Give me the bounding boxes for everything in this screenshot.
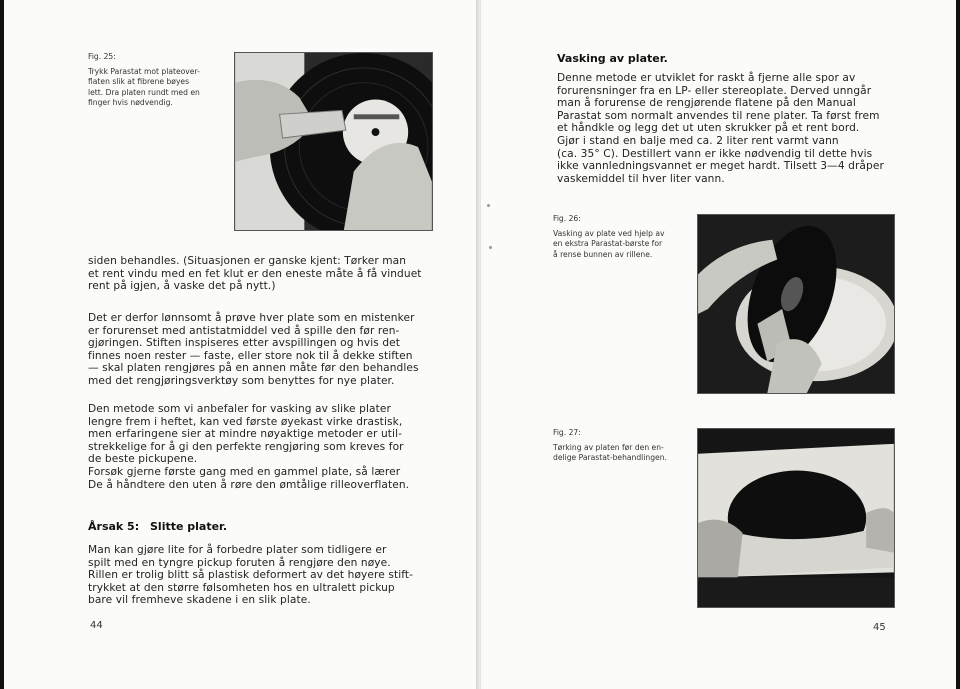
text-line: finger hvis nødvendig. <box>88 97 173 107</box>
fig26-photo <box>697 214 895 394</box>
record-cleaning-photo <box>235 53 432 230</box>
text-line: trykket at den større følsomheten hos en ultralett pickup <box>88 581 395 594</box>
text-line: Vasking av plate ved hjelp av <box>553 229 665 239</box>
page-number-left: 44 <box>90 620 103 631</box>
text-line: Gjør i stand en balje med ca. 2 liter rent varmt vann <box>557 134 839 147</box>
fig25-caption <box>88 52 228 108</box>
fig27-label: Fig. 27: <box>553 428 581 437</box>
text-line: finnes noen rester — faste, eller store nok til å dekke stiften <box>88 349 413 362</box>
text-line: med det rengjøringsverktøy som benyttes for nye plater. <box>88 374 395 387</box>
text-line: De å håndtere den uten å røre den ømtålige rilleoverflaten. <box>88 478 410 491</box>
text-line: rent på igjen, å vaske det på nytt.) <box>88 280 276 293</box>
fig27-photo <box>697 428 895 608</box>
fig27-text <box>553 443 693 463</box>
fig25-label: Fig. 25: <box>88 52 116 61</box>
record-washing-photo <box>698 215 894 393</box>
text-line: ikke vannledningsvannet er meget hardt. Tilsett 3—4 dråper <box>557 160 884 173</box>
text-line: Man kan gjøre lite for å forbedre plater som tidligere er <box>88 544 387 556</box>
text-line: siden behandles. (Situasjonen er ganske kjent: Tørker man <box>88 255 407 267</box>
margin-speck <box>487 204 490 207</box>
text-line: lett. Dra platen rundt med en <box>88 87 200 97</box>
fig26-label: Fig. 26: <box>553 214 581 223</box>
text-line: flaten slik at fibrene bøyes <box>88 77 190 87</box>
left-paragraph-4 <box>88 544 413 607</box>
record-drying-photo <box>698 429 894 607</box>
text-line: Denne metode er utviklet for raskt å fjerne alle spor av <box>557 72 856 84</box>
text-line: strekkelige for å gi den perfekte rengjøring som kreves for <box>88 440 404 453</box>
cause-label: Årsak 5: <box>88 520 140 533</box>
text-line: forurensninger fra en LP- eller stereoplate. Derved unngår <box>557 84 872 97</box>
section-heading-cause-5 <box>88 520 227 533</box>
text-line: Rillen er trolig blitt så plastisk deformert av det høyere stift- <box>88 569 414 582</box>
text-line: å rense bunnen av rillene. <box>553 249 653 259</box>
section-heading-washing: Vasking av plater. <box>557 52 668 65</box>
fig25-text <box>88 67 228 108</box>
text-line: (ca. 35° C). Destillert vann er ikke nødvendig til dette hvis <box>557 147 873 160</box>
left-paragraph-2 <box>88 312 419 388</box>
text-line: — skal platen rengjøres på en annen måte før den behandles <box>88 362 419 375</box>
text-line: man å forurense de rengjørende flatene på den Manual <box>557 97 856 110</box>
text-line: Parastat som normalt anvendes til rene plater. Ta først frem <box>557 109 880 122</box>
text-line: delige Parastat-behandlingen. <box>553 453 667 463</box>
fig27-caption <box>553 428 693 464</box>
text-line: men erfaringene sier at mindre nøyaktige metoder er util- <box>88 428 403 441</box>
text-line: Forsøk gjerne første gang med en gammel plate, så lærer <box>88 465 401 478</box>
text-line: Det er derfor lønnsomt å prøve hver plate som en mistenker <box>88 312 415 324</box>
fig26-text <box>553 229 693 260</box>
text-line: et rent vindu med en fet klut er den eneste måte å få vinduet <box>88 267 422 280</box>
page-number-right: 45 <box>873 622 886 633</box>
page-45 <box>480 0 960 689</box>
text-line: bare vil fremheve skadene i en slik plate. <box>88 594 311 607</box>
text-line: Den metode som vi anbefaler for vasking av slike plater <box>88 403 391 415</box>
text-line: de beste pickupene. <box>88 453 198 466</box>
fig25-photo <box>234 52 433 231</box>
text-line: et håndkle og legg det ut uten skrukker på et rent bord. <box>557 122 860 135</box>
text-line: en ekstra Parastat-børste for <box>553 239 663 249</box>
right-paragraph-1 <box>557 72 884 185</box>
margin-speck <box>489 246 492 249</box>
text-line: Trykk Parastat mot plateover- <box>88 67 200 77</box>
cause-title: Slitte plater. <box>150 520 228 533</box>
text-line: gjøringen. Stiften inspiseres etter avspillingen og hvis det <box>88 337 401 350</box>
fig26-caption <box>553 214 693 260</box>
text-line: vaskemiddel til hver liter vann. <box>557 172 725 185</box>
text-line: er forurenset med antistatmiddel ved å spille den før ren- <box>88 324 400 337</box>
left-paragraph-1 <box>88 255 422 293</box>
left-paragraph-3 <box>88 403 409 491</box>
text-line: spilt med en tyngre pickup foruten å rengjøre den nøye. <box>88 556 391 569</box>
text-line: lengre frem i heftet, kan ved første øyekast virke drastisk, <box>88 415 403 428</box>
text-line: Tørking av platen før den en- <box>553 443 664 453</box>
